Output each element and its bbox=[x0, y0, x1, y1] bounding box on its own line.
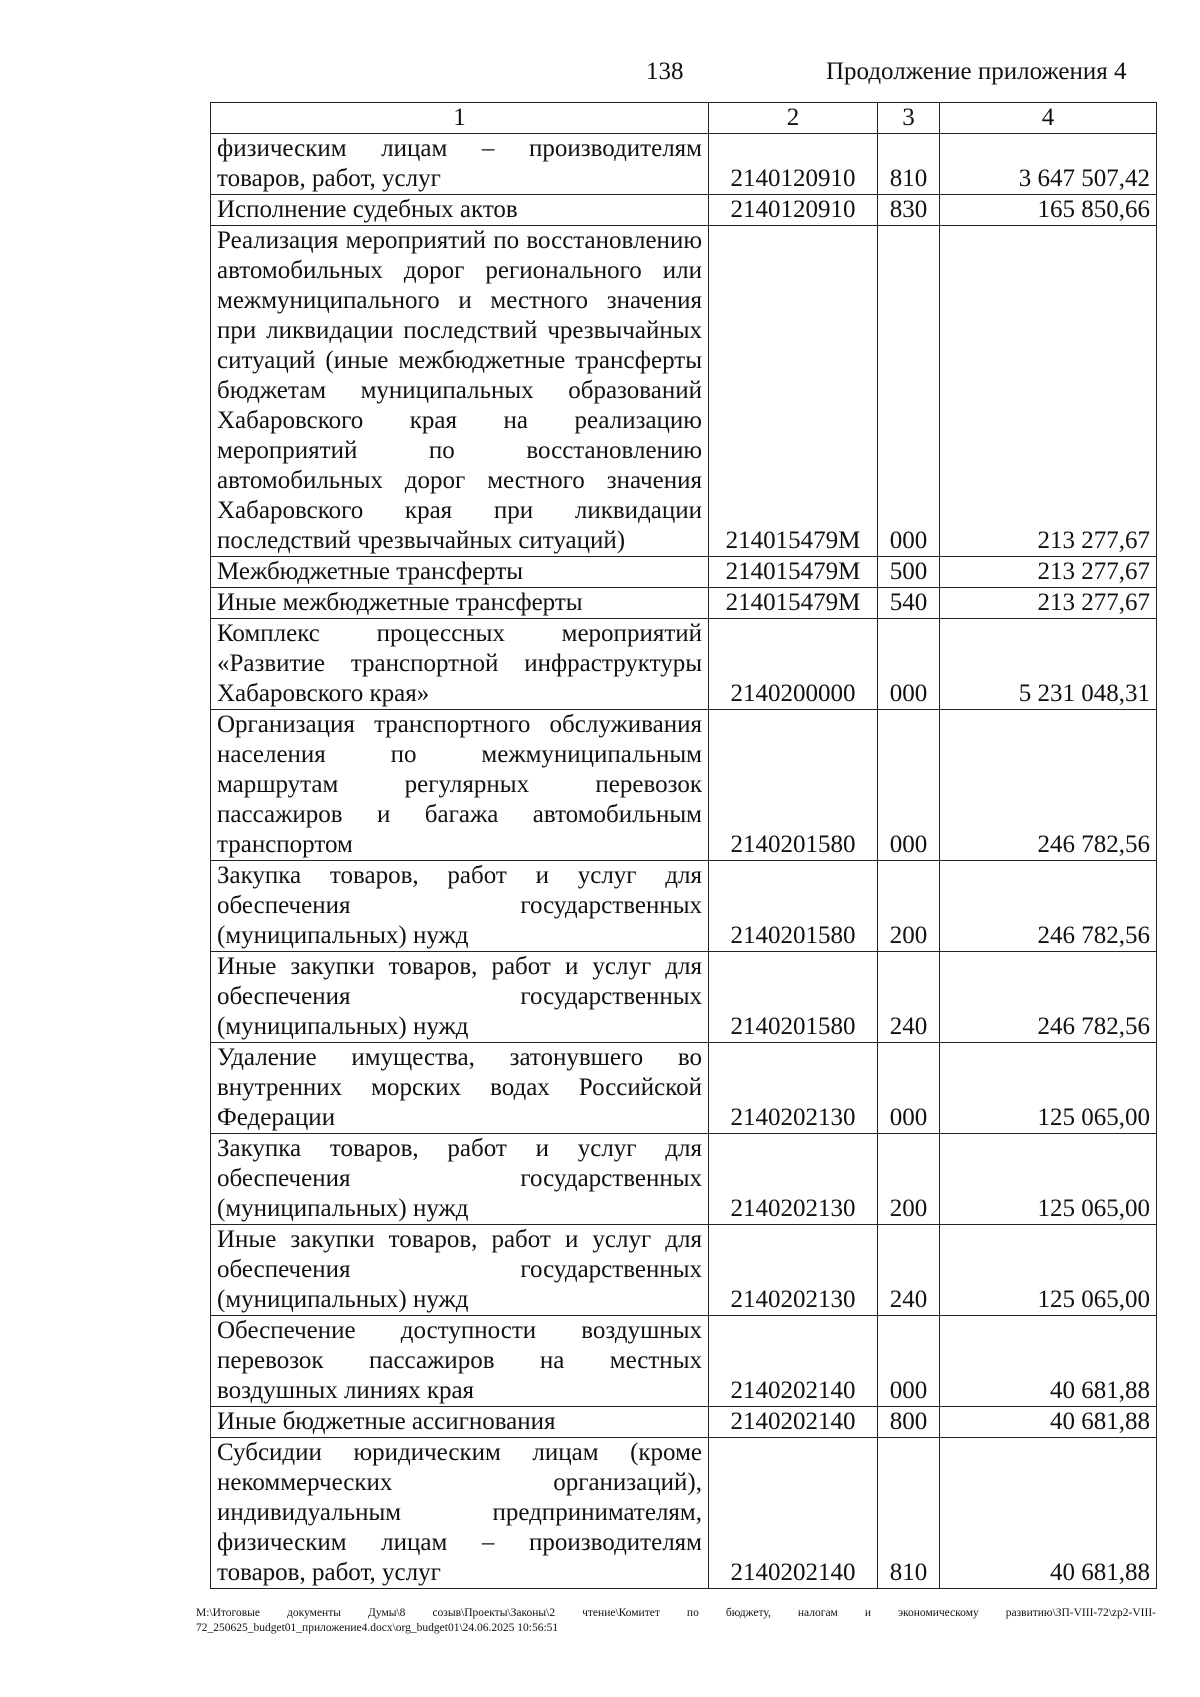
table-row bbox=[211, 1438, 1157, 1589]
expense-type-code-cell: 200 bbox=[878, 1134, 940, 1225]
expense-name-cell: Иные межбюджетные трансферты bbox=[211, 588, 709, 619]
target-article-code-cell: 214015479М bbox=[709, 557, 878, 588]
expense-type-code-cell: 810 bbox=[878, 134, 940, 195]
target-article-code-cell: 2140201580 bbox=[709, 952, 878, 1043]
target-article-code-cell: 2140201580 bbox=[709, 861, 878, 952]
amount-cell: 5 231 048,31 bbox=[940, 619, 1157, 710]
table-row bbox=[211, 1407, 1157, 1438]
table-row bbox=[211, 1316, 1157, 1407]
table-row bbox=[211, 195, 1157, 226]
expense-name-cell: Реализация мероприятий по восстановлению автомобильных дорог регионального или межмуниципального и местного значения при ликвидации последствий чрезвычайных ситуаций (иные межбюджетные трансферты бюджетам муниципальных образований Хабаровского края на реализацию мероприятий по восстановлению автомобильных дорог местного значения Хабаровского края при ликвидации последствий чрезвычайных ситуаций) bbox=[211, 226, 709, 557]
amount-cell: 40 681,88 bbox=[940, 1407, 1157, 1438]
expense-name-cell: Межбюджетные трансферты bbox=[211, 557, 709, 588]
expense-name-cell: Обеспечение доступности воздушных перевозок пассажиров на местных воздушных линиях края bbox=[211, 1316, 709, 1407]
expense-name-cell: Организация транспортного обслуживания населения по межмуниципальным маршрутам регулярных перевозок пассажиров и багажа автомобильным транспортом bbox=[211, 710, 709, 861]
amount-cell: 213 277,67 bbox=[940, 557, 1157, 588]
expense-type-code-cell: 810 bbox=[878, 1438, 940, 1589]
target-article-code-cell: 2140202130 bbox=[709, 1225, 878, 1316]
column-number-header-row bbox=[211, 103, 1157, 134]
expense-type-code-cell: 800 bbox=[878, 1407, 940, 1438]
table-row bbox=[211, 134, 1157, 195]
target-article-code-cell: 2140202140 bbox=[709, 1316, 878, 1407]
target-article-code-cell: 2140120910 bbox=[709, 195, 878, 226]
column-header: 2 bbox=[709, 103, 878, 134]
table-row bbox=[211, 619, 1157, 710]
amount-cell: 213 277,67 bbox=[940, 226, 1157, 557]
appendix-continuation-title: Продолжение приложения 4 bbox=[826, 58, 1127, 85]
expense-name-cell: Иные закупки товаров, работ и услуг для обеспечения государственных (муниципальных) нужд bbox=[211, 1225, 709, 1316]
target-article-code-cell: 214015479М bbox=[709, 588, 878, 619]
amount-cell: 246 782,56 bbox=[940, 952, 1157, 1043]
target-article-code-cell: 2140120910 bbox=[709, 134, 878, 195]
expense-type-code-cell: 000 bbox=[878, 226, 940, 557]
amount-cell: 165 850,66 bbox=[940, 195, 1157, 226]
expense-type-code-cell: 000 bbox=[878, 1316, 940, 1407]
target-article-code-cell: 2140202130 bbox=[709, 1043, 878, 1134]
table-row bbox=[211, 710, 1157, 861]
expense-type-code-cell: 240 bbox=[878, 1225, 940, 1316]
expense-type-code-cell: 500 bbox=[878, 557, 940, 588]
target-article-code-cell: 2140202140 bbox=[709, 1407, 878, 1438]
expense-name-cell: физическим лицам – производителям товаров, работ, услуг bbox=[211, 134, 709, 195]
amount-cell: 125 065,00 bbox=[940, 1225, 1157, 1316]
target-article-code-cell: 2140200000 bbox=[709, 619, 878, 710]
page-number: 138 bbox=[646, 58, 684, 85]
table-row bbox=[211, 588, 1157, 619]
amount-cell: 246 782,56 bbox=[940, 710, 1157, 861]
expense-type-code-cell: 830 bbox=[878, 195, 940, 226]
table-row bbox=[211, 1043, 1157, 1134]
expense-name-cell: Исполнение судебных актов bbox=[211, 195, 709, 226]
expense-type-code-cell: 000 bbox=[878, 619, 940, 710]
table-row bbox=[211, 1134, 1157, 1225]
target-article-code-cell: 2140202130 bbox=[709, 1134, 878, 1225]
document-file-path-footer: M:\Итоговые документы Думы\8 созыв\Проекты\Законы\2 чтение\Комитет по бюджету, налогам и экономическому развитию\ЗП-VIII-72\zp2-VIII-72_250625_budget01_приложение4.docx\org_budget01\24.06.2025 10:56:51 bbox=[196, 1607, 1156, 1634]
expense-name-cell: Иные закупки товаров, работ и услуг для обеспечения государственных (муниципальных) нужд bbox=[211, 952, 709, 1043]
expense-name-cell: Удаление имущества, затонувшего во внутренних морских водах Российской Федерации bbox=[211, 1043, 709, 1134]
table-row bbox=[211, 861, 1157, 952]
expense-name-cell: Закупка товаров, работ и услуг для обеспечения государственных (муниципальных) нужд bbox=[211, 861, 709, 952]
table-row bbox=[211, 1225, 1157, 1316]
amount-cell: 246 782,56 bbox=[940, 861, 1157, 952]
expense-name-cell: Комплекс процессных мероприятий «Развитие транспортной инфраструктуры Хабаровского края» bbox=[211, 619, 709, 710]
expense-type-code-cell: 000 bbox=[878, 710, 940, 861]
amount-cell: 40 681,88 bbox=[940, 1316, 1157, 1407]
amount-cell: 3 647 507,42 bbox=[940, 134, 1157, 195]
target-article-code-cell: 2140201580 bbox=[709, 710, 878, 861]
column-header: 1 bbox=[211, 103, 709, 134]
table-row bbox=[211, 952, 1157, 1043]
expense-name-cell: Закупка товаров, работ и услуг для обеспечения государственных (муниципальных) нужд bbox=[211, 1134, 709, 1225]
target-article-code-cell: 2140202140 bbox=[709, 1438, 878, 1589]
expense-type-code-cell: 200 bbox=[878, 861, 940, 952]
expense-type-code-cell: 240 bbox=[878, 952, 940, 1043]
expense-name-cell: Иные бюджетные ассигнования bbox=[211, 1407, 709, 1438]
expense-type-code-cell: 000 bbox=[878, 1043, 940, 1134]
table-row bbox=[211, 226, 1157, 557]
amount-cell: 40 681,88 bbox=[940, 1438, 1157, 1589]
expense-name-cell: Субсидии юридическим лицам (кроме некоммерческих организаций), индивидуальным предпринимателям, физическим лицам – производителям товаров, работ, услуг bbox=[211, 1438, 709, 1589]
expense-type-code-cell: 540 bbox=[878, 588, 940, 619]
amount-cell: 125 065,00 bbox=[940, 1043, 1157, 1134]
column-header: 4 bbox=[940, 103, 1157, 134]
target-article-code-cell: 214015479М bbox=[709, 226, 878, 557]
table-row bbox=[211, 557, 1157, 588]
budget-table bbox=[210, 102, 1157, 1589]
column-header: 3 bbox=[878, 103, 940, 134]
amount-cell: 125 065,00 bbox=[940, 1134, 1157, 1225]
amount-cell: 213 277,67 bbox=[940, 588, 1157, 619]
